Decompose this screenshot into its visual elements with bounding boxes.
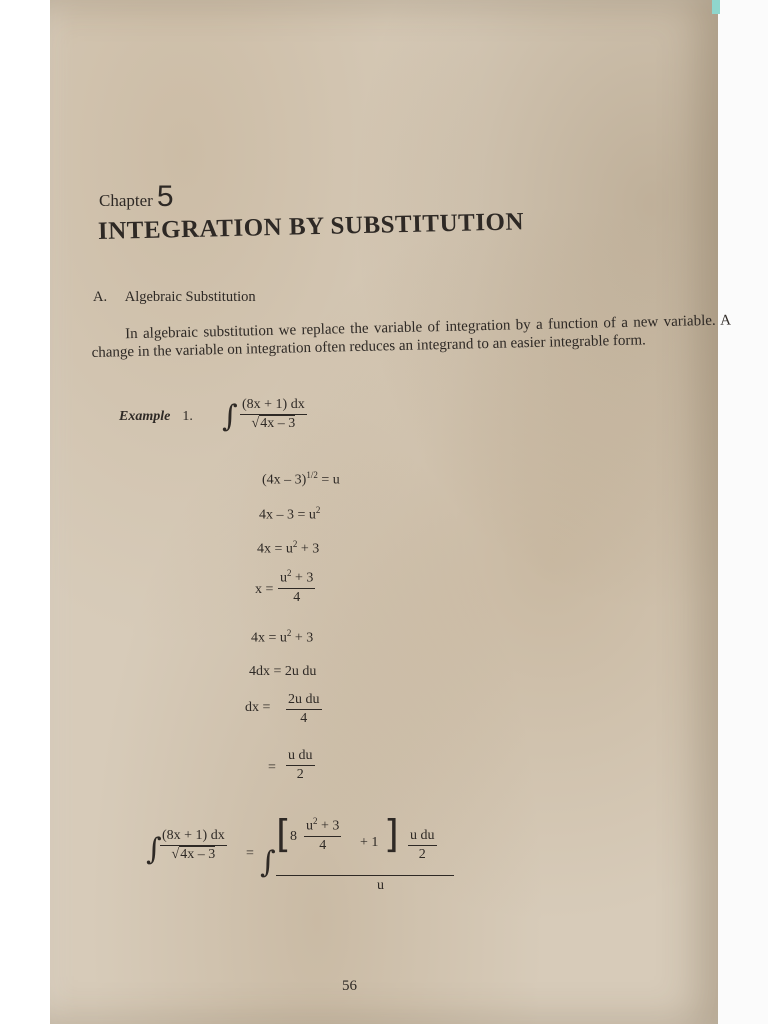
final-sqrt-radicand: 4x – 3 <box>180 847 216 862</box>
step-4-num-base: u <box>280 570 287 586</box>
fraction-bar <box>408 845 437 846</box>
final-equals: = <box>246 846 254 861</box>
background-corner <box>712 0 720 14</box>
background-right <box>718 0 768 1024</box>
chapter-number: 5 <box>156 180 174 213</box>
final-outer-denominator: u <box>377 878 384 893</box>
final-inner-exponent: 2 <box>313 816 318 826</box>
step-4-num-rest: + 3 <box>291 570 314 586</box>
final-main-fraction-bar <box>276 875 454 876</box>
section-heading <box>93 289 256 306</box>
step-4-num-exponent: 2 <box>287 568 292 578</box>
step-2-lhs: 4x – 3 = u <box>259 507 316 523</box>
step-1-lhs: (4x – 3) <box>262 472 307 488</box>
fraction-bar <box>304 836 341 837</box>
left-bracket: [ <box>276 812 291 856</box>
step-2-exponent: 2 <box>315 505 321 515</box>
step-4-denominator: 4 <box>293 589 301 605</box>
final-lhs-denominator: √4x – 3 <box>171 847 216 862</box>
example-integrand <box>240 397 307 432</box>
step-5-rhs: + 3 <box>291 630 314 646</box>
integrand-numerator: (8x + 1) dx <box>242 397 305 412</box>
example-label <box>119 407 193 425</box>
step-3-rhs: + 3 <box>297 541 320 557</box>
final-integral-sign-left: ∫ <box>146 832 162 867</box>
right-bracket: ] <box>384 812 399 856</box>
final-inner-denominator: 4 <box>319 837 327 853</box>
step-6: 4dx = 2u du <box>249 664 317 679</box>
final-inner-numerator <box>304 816 341 835</box>
final-du-fraction <box>408 828 437 863</box>
section-letter: A. <box>93 289 108 305</box>
chapter-heading <box>99 180 174 214</box>
step-1 <box>262 470 340 489</box>
background-left <box>0 0 50 1024</box>
step-7-numerator: 2u du <box>288 692 320 707</box>
step-7-lhs: dx = <box>245 700 271 715</box>
step-8-numerator: u du <box>288 748 313 763</box>
sqrt-radicand: 4x – 3 <box>260 416 296 431</box>
final-inner-fraction <box>304 816 341 854</box>
step-8-lhs: = <box>268 760 276 775</box>
intro-paragraph: In algebraic substitution we replace the variable of integration by a function of a new variable. A change in the variable on integration often reduces an integrand to an easier integrable form. <box>91 312 732 361</box>
step-7-fraction <box>286 692 322 727</box>
final-inner-base: u <box>306 818 313 834</box>
step-5-lhs: 4x = u <box>251 630 287 646</box>
fraction-bar <box>286 709 322 710</box>
final-du-denominator: 2 <box>418 847 426 862</box>
step-8-denominator: 2 <box>296 767 304 782</box>
final-lhs-numerator: (8x + 1) dx <box>162 828 225 843</box>
chapter-label: Chapter <box>99 191 153 210</box>
step-1-exponent: 1/2 <box>306 470 318 480</box>
step-4-lhs: x = <box>255 582 274 597</box>
final-inner-rest: + 3 <box>317 818 340 834</box>
step-3-lhs: 4x = u <box>257 541 293 557</box>
example-number: 1. <box>182 409 193 424</box>
step-8-fraction <box>286 748 315 783</box>
example-word: Example <box>119 409 171 424</box>
page-number: 56 <box>342 978 357 994</box>
final-du-numerator: u du <box>410 828 435 843</box>
step-4-fraction <box>278 568 315 606</box>
integral-sign: ∫ <box>222 399 238 434</box>
step-4-numerator <box>278 568 315 587</box>
final-coefficient: 8 <box>290 829 297 844</box>
step-2 <box>259 505 320 524</box>
step-3-exponent: 2 <box>292 539 298 549</box>
step-7-denominator: 4 <box>300 711 308 726</box>
final-plus-one: + 1 <box>360 835 379 850</box>
step-3 <box>257 539 319 558</box>
chapter-title: INTEGRATION BY SUBSTITUTION <box>97 208 525 245</box>
section-title: Algebraic Substitution <box>124 289 256 305</box>
fraction-bar <box>278 588 315 589</box>
step-5 <box>251 628 313 647</box>
integrand-denominator: √4x – 3 <box>251 416 296 431</box>
final-rhs-fraction <box>276 812 454 879</box>
step-1-rhs: = u <box>321 472 340 488</box>
fraction-bar <box>286 765 315 766</box>
final-integral-sign-right: ∫ <box>260 845 276 880</box>
final-lhs-fraction <box>160 828 227 863</box>
step-5-exponent: 2 <box>286 628 292 638</box>
